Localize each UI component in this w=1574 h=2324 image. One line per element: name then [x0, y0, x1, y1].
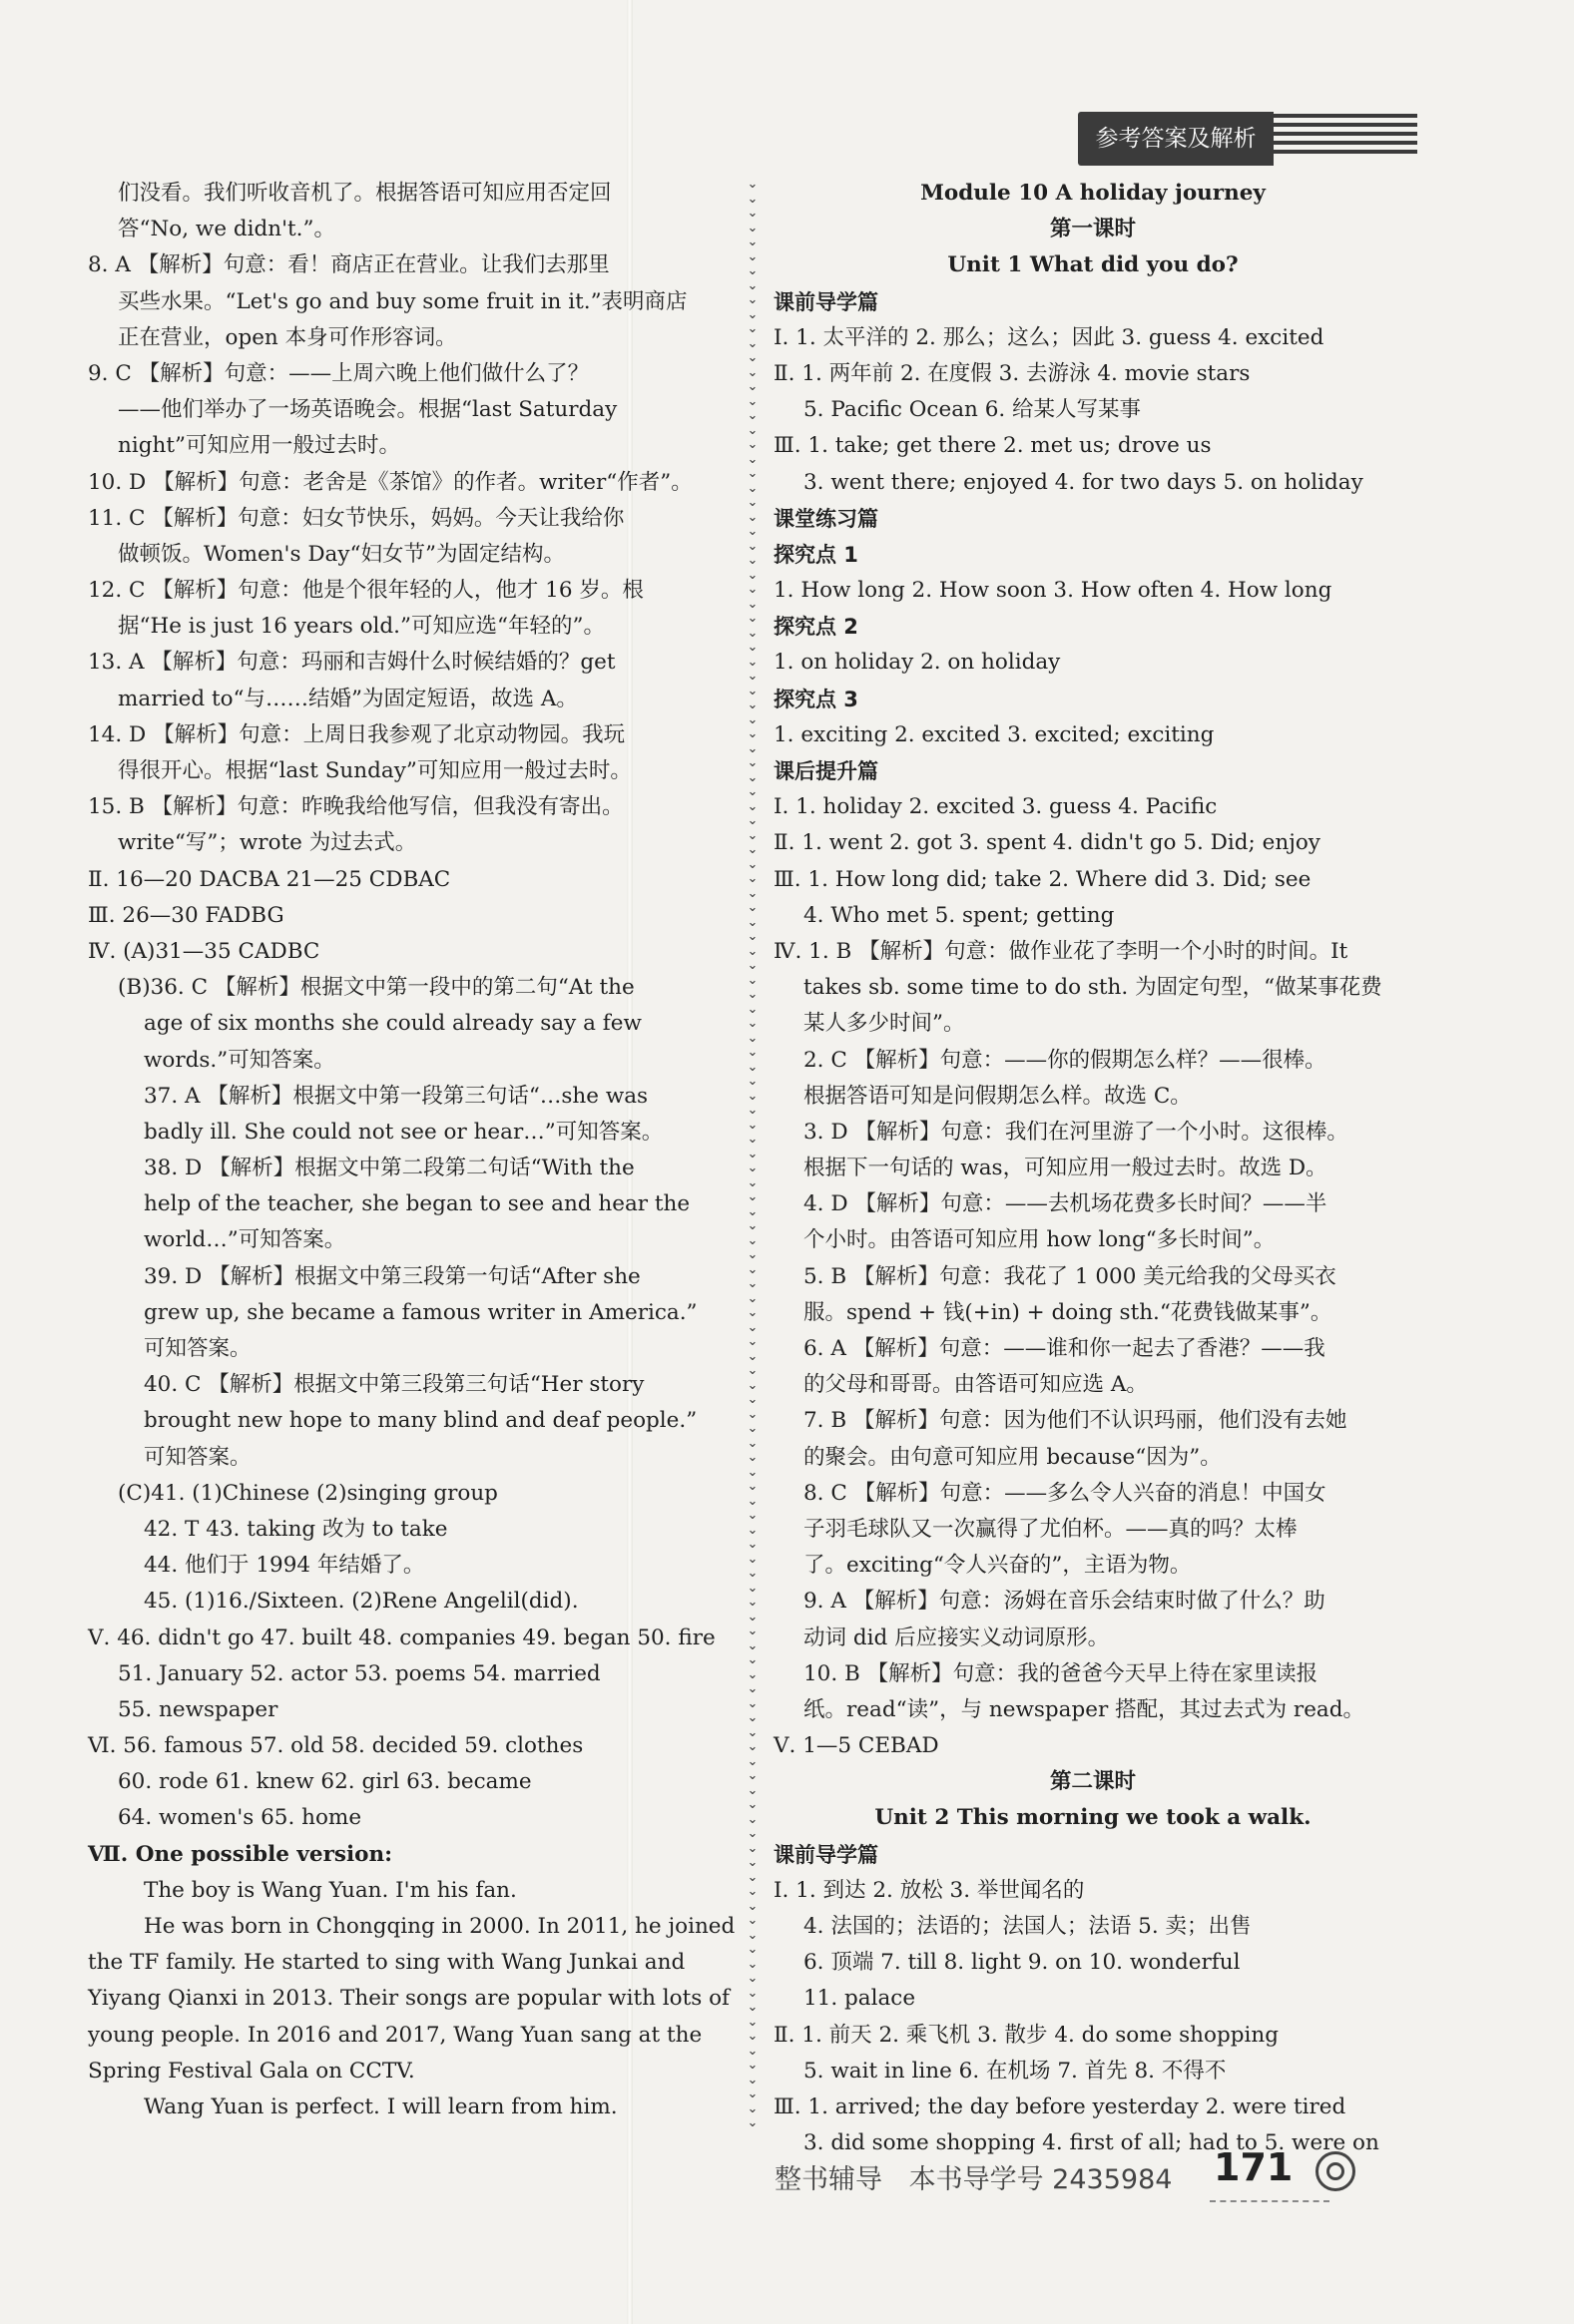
- answer-line: 5. Pacific Ocean 6. 给某人写某事: [803, 397, 1142, 423]
- answer-line: He was born in Chongqing in 2000. In 2011, he joined: [144, 1914, 736, 1939]
- answer-line: Ⅶ. One possible version:: [88, 1841, 393, 1867]
- banner-stripes: [1274, 112, 1417, 166]
- answer-line: 某人多少时间”。: [803, 1011, 965, 1037]
- answer-line: 个小时。由答语可知应用 how long“多长时间”。: [803, 1227, 1276, 1253]
- answer-line: 纸。read“读”，与 newspaper 搭配，其过去式为 read。: [803, 1696, 1365, 1722]
- answer-line: grew up, she became a famous writer in America.”: [144, 1299, 698, 1325]
- answer-line: 11. palace: [803, 1986, 916, 2012]
- answer-line: badly ill. She could not see or hear…”可知答案。: [144, 1119, 664, 1145]
- answer-line: 根据下一句话的 was，可知应用一般过去时。故选 D。: [803, 1156, 1327, 1181]
- section-heading: 探究点 1: [774, 542, 858, 567]
- answer-line: 11. C 【解析】句意：妇女节快乐，妈妈。今天让我给你: [88, 505, 625, 531]
- answer-line: words.”可知答案。: [144, 1047, 335, 1073]
- answer-line: 动词 did 后应接实义动词原形。: [803, 1625, 1110, 1650]
- answer-line: 4. 法国的；法语的；法国人；法语 5. 卖；出售: [803, 1914, 1252, 1939]
- page-circle-icon: [1315, 2151, 1355, 2191]
- answer-line: 2. C 【解析】句意：——你的假期怎么样？——很棒。: [803, 1047, 1326, 1073]
- section-title: Unit 2 This morning we took a walk.: [874, 1805, 1312, 1831]
- answer-line: (B)36. C 【解析】根据文中第一段中的第二句“At the: [118, 975, 635, 1001]
- answer-line: Ⅳ. (A)31—35 CADBC: [88, 938, 320, 964]
- answer-line: Ⅵ. 56. famous 57. old 58. decided 59. clothes: [88, 1733, 584, 1759]
- answer-line: 12. C 【解析】句意：他是个很年轻的人，他才 16 岁。根: [88, 578, 644, 604]
- answer-line: (C)41. (1)Chinese (2)singing group: [118, 1480, 498, 1506]
- answer-line: ——他们举办了一场英语晚会。根据“last Saturday: [118, 397, 618, 423]
- answer-line: Ⅲ. 1. take; get there 2. met us; drove us: [774, 433, 1212, 459]
- answer-line: Ⅲ. 1. How long did; take 2. Where did 3. Did; see: [774, 866, 1312, 892]
- answer-line: Ⅰ. 1. 到达 2. 放松 3. 举世闻名的: [774, 1877, 1085, 1903]
- answer-line: night”可知应用一般过去时。: [118, 433, 400, 459]
- answer-line: 8. A 【解析】句意：看！商店正在营业。让我们去那里: [88, 252, 610, 278]
- answer-line: Ⅱ. 1. 两年前 2. 在度假 3. 去游泳 4. movie stars: [774, 360, 1251, 386]
- footer-code: 本书导学号 2435984: [908, 2164, 1173, 2195]
- answer-line: Spring Festival Gala on CCTV.: [88, 2058, 415, 2084]
- right-column: [774, 176, 1412, 2161]
- answer-line: 6. A 【解析】句意：——谁和你一起去了香港？——我: [803, 1336, 1325, 1361]
- left-column: [88, 176, 736, 2125]
- answer-line: 1. How long 2. How soon 3. How often 4. How long: [774, 578, 1332, 604]
- section-title: Module 10 A holiday journey: [920, 181, 1266, 206]
- footer-info: [775, 2157, 1190, 2196]
- answer-line: 5. wait in line 6. 在机场 7. 首先 8. 不得不: [803, 2058, 1227, 2084]
- answer-line: 的父母和哥哥。由答语可知应选 A。: [803, 1372, 1148, 1398]
- answer-line: 4. Who met 5. spent; getting: [803, 902, 1115, 928]
- answer-line: Ⅲ. 26—30 FADBG: [88, 902, 284, 928]
- answer-line: 60. rode 61. knew 62. girl 63. became: [118, 1769, 532, 1795]
- section-heading: 课前导学篇: [774, 1842, 878, 1867]
- answer-line: 可知答案。: [144, 1444, 252, 1470]
- answer-line: 3. D 【解析】句意：我们在河里游了一个小时。这很棒。: [803, 1119, 1348, 1145]
- answer-line: Ⅳ. 1. B 【解析】句意：做作业花了李明一个小时的时间。It: [774, 938, 1348, 964]
- answer-line: 4. D 【解析】句意：——去机场花费多长时间？——半: [803, 1191, 1327, 1217]
- answer-line: 据“He is just 16 years old.”可知应选“年轻的”。: [118, 614, 605, 640]
- answer-line: 13. A 【解析】句意：玛丽和吉姆什么时候结婚的？get: [88, 650, 616, 676]
- answer-line: Ⅰ. 1. 太平洋的 2. 那么；这么；因此 3. guess 4. excited: [774, 324, 1324, 350]
- answer-line: 子羽毛球队又一次赢得了尤伯杯。——真的吗？太棒: [803, 1516, 1298, 1542]
- answer-line: The boy is Wang Yuan. I'm his fan.: [144, 1877, 517, 1903]
- answer-line: 得很开心。根据“last Sunday”可知应用一般过去时。: [118, 758, 632, 783]
- section-title: 第二课时: [1049, 1769, 1136, 1795]
- section-title: 第一课时: [1049, 217, 1136, 242]
- answer-line: 可知答案。: [144, 1336, 252, 1361]
- answer-line: 44. 他们于 1994 年结婚了。: [144, 1553, 425, 1579]
- answer-line: Ⅱ. 16—20 DACBA 21—25 CDBAC: [88, 866, 451, 892]
- answer-line: Wang Yuan is perfect. I will learn from him.: [144, 2093, 618, 2119]
- answer-line: Ⅴ. 46. didn't go 47. built 48. companies 49. began 50. fire: [88, 1625, 716, 1650]
- answer-line: Yiyang Qianxi in 2013. Their songs are popular with lots of: [88, 1986, 731, 2012]
- section-heading: 课堂练习篇: [774, 506, 878, 531]
- answer-line: 了。exciting“令人兴奋的”，主语为物。: [803, 1553, 1192, 1579]
- answer-line: 们没看。我们听收音机了。根据答语可知应用否定回: [118, 181, 612, 206]
- answer-key-banner: [1078, 112, 1417, 166]
- footer-brand: 整书辅导: [775, 2164, 882, 2195]
- answer-line: 45. (1)16./Sixteen. (2)Rene Angelil(did).: [144, 1589, 579, 1615]
- answer-line: married to“与……结婚”为固定短语，故选 A。: [118, 686, 578, 711]
- section-heading: 探究点 2: [774, 615, 858, 640]
- answer-line: age of six months she could already say a few: [144, 1011, 642, 1037]
- answer-line: world…”可知答案。: [144, 1227, 346, 1253]
- answer-line: 64. women's 65. home: [118, 1805, 362, 1831]
- answer-line: 6. 顶端 7. till 8. light 9. on 10. wonderful: [803, 1950, 1241, 1976]
- answer-line: 的聚会。由句意可知应用 because“因为”。: [803, 1444, 1222, 1470]
- banner-label: 参考答案及解析: [1078, 112, 1274, 166]
- answer-line: 答“No, we didn't.”。: [118, 217, 336, 242]
- answer-line: Ⅰ. 1. holiday 2. excited 3. guess 4. Pacific: [774, 794, 1218, 820]
- answer-line: 8. C 【解析】句意：——多么令人兴奋的消息！中国女: [803, 1480, 1326, 1506]
- answer-line: 51. January 52. actor 53. poems 54. married: [118, 1660, 601, 1686]
- answer-line: 15. B 【解析】句意：昨晚我给他写信，但我没有寄出。: [88, 794, 624, 820]
- answer-line: young people. In 2016 and 2017, Wang Yuan sang at the: [88, 2022, 703, 2048]
- answer-line: help of the teacher, she began to see and hear the: [144, 1191, 691, 1217]
- answer-line: Ⅴ. 1—5 CEBAD: [774, 1733, 939, 1759]
- answer-line: 7. B 【解析】句意：因为他们不认识玛丽，他们没有去她: [803, 1408, 1347, 1434]
- answer-line: 37. A 【解析】根据文中第一段第三句话“…she was: [144, 1083, 649, 1109]
- answer-line: 3. went there; enjoyed 4. for two days 5. on holiday: [803, 469, 1363, 495]
- answer-line: 3. did some shopping 4. first of all; had to 5. were on: [803, 2130, 1379, 2156]
- answer-line: 9. C 【解析】句意：——上周六晚上他们做什么了？: [88, 360, 590, 386]
- column-divider: ⌄ ⌄ ⌄ ⌄ ⌄ ⌄ ⌄ ⌄ ⌄ ⌄ ⌄ ⌄ ⌄ ⌄ ⌄ ⌄ ⌄ ⌄ ⌄ ⌄ ⌄ ⌄ ⌄ ⌄ ⌄ ⌄ ⌄ ⌄ ⌄ ⌄ ⌄ ⌄ ⌄ ⌄ ⌄ ⌄ ⌄ ⌄ ⌄ ⌄ ⌄ ⌄ ⌄ ⌄ ⌄ ⌄ ⌄ ⌄ ⌄ ⌄ ⌄ ⌄ ⌄ ⌄ ⌄ ⌄ ⌄ ⌄ ⌄ ⌄ ⌄ ⌄ ⌄ ⌄ ⌄ ⌄ ⌄ ⌄ ⌄ ⌄ ⌄ ⌄ ⌄ ⌄ ⌄ ⌄ ⌄ ⌄ ⌄ ⌄ ⌄ ⌄ ⌄ ⌄ ⌄ ⌄ ⌄ ⌄ ⌄ ⌄ ⌄ ⌄ ⌄ ⌄ ⌄ ⌄ ⌄ ⌄ ⌄ ⌄ ⌄ ⌄ ⌄ ⌄ ⌄ ⌄ ⌄ ⌄ ⌄ ⌄ ⌄ ⌄ ⌄ ⌄ ⌄ ⌄ ⌄ ⌄ ⌄ ⌄ ⌄ ⌄ ⌄ ⌄ ⌄ ⌄ ⌄ ⌄ ⌄ ⌄ ⌄ ⌄ ⌄ ⌄ ⌄: [747, 178, 759, 2130]
- answer-line: 1. on holiday 2. on holiday: [774, 650, 1061, 676]
- answer-line: Ⅲ. 1. arrived; the day before yesterday 2. were tired: [774, 2093, 1346, 2119]
- answer-line: 55. newspaper: [118, 1696, 278, 1722]
- section-heading: 课前导学篇: [774, 289, 878, 314]
- answer-line: 14. D 【解析】句意：上周日我参观了北京动物园。我玩: [88, 721, 626, 747]
- answer-line: 10. B 【解析】句意：我的爸爸今天早上待在家里读报: [803, 1660, 1318, 1686]
- answer-line: Ⅱ. 1. went 2. got 3. spent 4. didn't go 5. Did; enjoy: [774, 830, 1320, 856]
- footer-dash: [1210, 2200, 1329, 2202]
- section-heading: 课后提升篇: [774, 759, 878, 783]
- answer-line: 正在营业，open 本身可作形容词。: [118, 324, 457, 350]
- answer-line: 40. C 【解析】根据文中第三段第三句话“Her story: [144, 1372, 645, 1398]
- answer-line: brought new hope to many blind and deaf people.”: [144, 1408, 698, 1434]
- answer-line: 39. D 【解析】根据文中第三段第一句话“After she: [144, 1263, 641, 1289]
- answer-line: 服。spend + 钱(+in) + doing sth.“花费钱做某事”。: [803, 1299, 1332, 1325]
- answer-line: the TF family. He started to sing with Wang Junkai and: [88, 1950, 686, 1976]
- answer-line: 38. D 【解析】根据文中第二段第二句话“With the: [144, 1156, 635, 1181]
- answer-line: 10. D 【解析】句意：老舍是《茶馆》的作者。writer“作者”。: [88, 469, 693, 495]
- answer-line: 42. T 43. taking 改为 to take: [144, 1516, 448, 1542]
- answer-line: write“写”；wrote 为过去式。: [118, 830, 417, 856]
- answer-line: 买些水果。“Let's go and buy some fruit in it.”表明商店: [118, 288, 688, 314]
- section-title: Unit 1 What did you do?: [947, 252, 1239, 278]
- answer-line: 5. B 【解析】句意：我花了 1 000 美元给我的父母买衣: [803, 1263, 1336, 1289]
- answer-line: takes sb. some time to do sth. 为固定句型，“做某事花费: [803, 975, 1382, 1001]
- page-number: 171: [1214, 2145, 1294, 2189]
- section-heading: 探究点 3: [774, 687, 858, 711]
- answer-line: 9. A 【解析】句意：汤姆在音乐会结束时做了什么？助: [803, 1589, 1325, 1615]
- answer-line: 1. exciting 2. excited 3. excited; exciting: [774, 721, 1215, 747]
- answer-line: Ⅱ. 1. 前天 2. 乘飞机 3. 散步 4. do some shopping: [774, 2022, 1279, 2048]
- answer-line: 做顿饭。Women's Day“妇女节”为固定结构。: [118, 541, 566, 567]
- answer-line: 根据答语可知是问假期怎么样。故选 C。: [803, 1083, 1192, 1109]
